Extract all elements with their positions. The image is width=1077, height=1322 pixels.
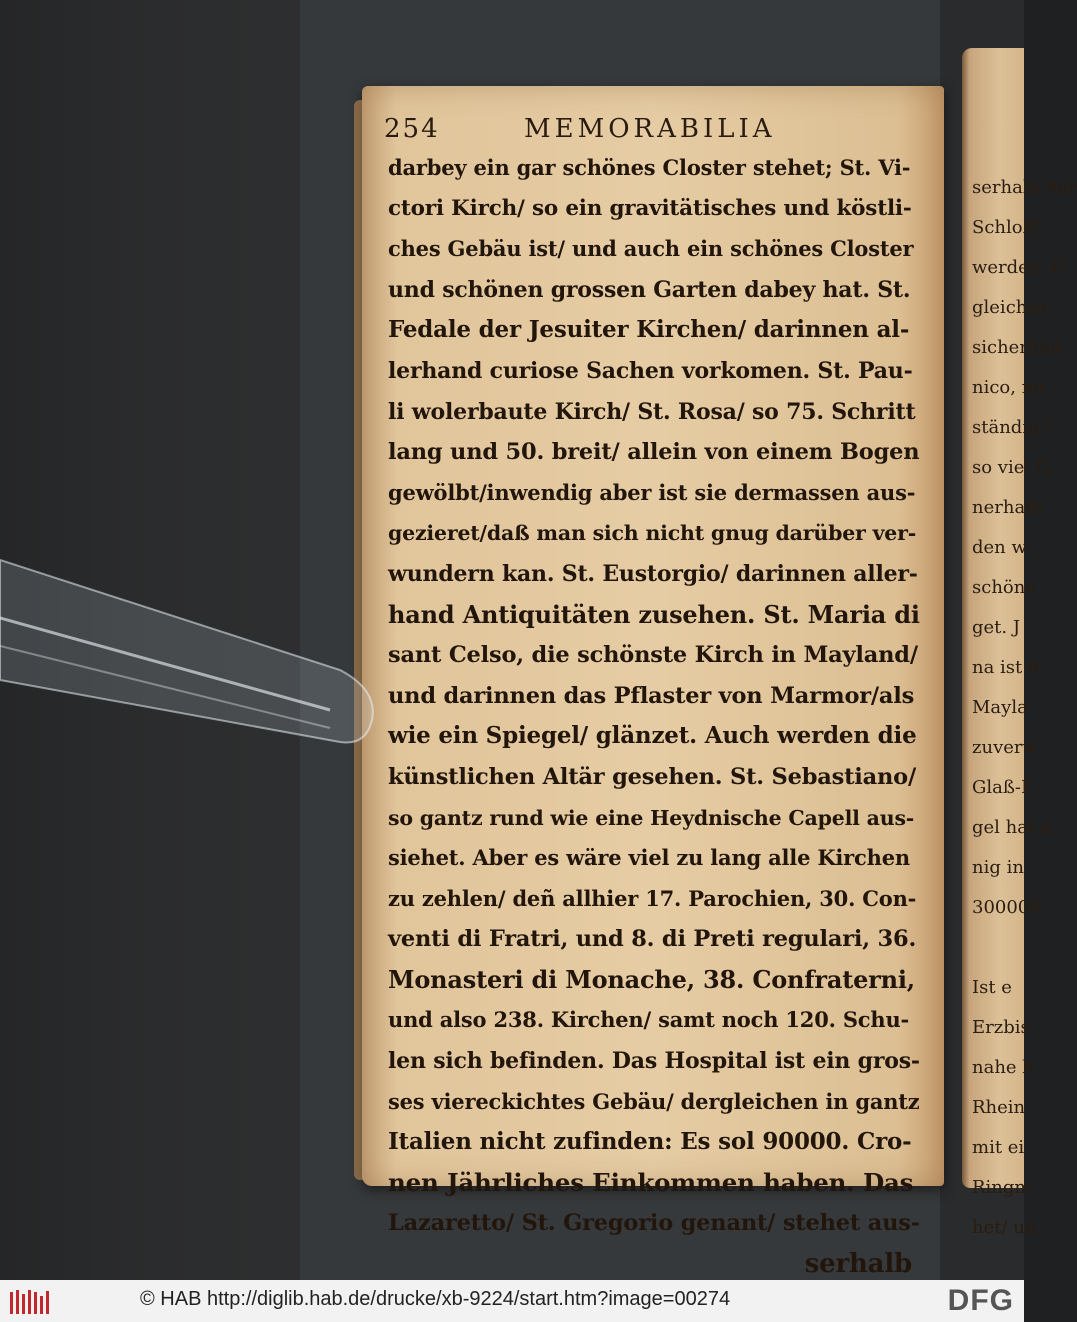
text-line: Italien nicht zufinden: Es sol 90000. Cro- bbox=[388, 1128, 912, 1156]
text-line: ches Gebäu ist/ und auch ein schönes Closter bbox=[388, 236, 914, 262]
facing-page-line: na ist d bbox=[972, 657, 1040, 678]
facing-page-line: Ist e bbox=[972, 977, 1012, 998]
text-line: so gantz rund wie eine Heydnische Capell aus- bbox=[388, 805, 915, 830]
facing-page bbox=[962, 48, 1077, 1238]
dfg-logo: DFG bbox=[947, 1284, 1014, 1317]
text-line: ses viereckichtes Gebäu/ dergleichen in gantz bbox=[388, 1088, 920, 1114]
facing-page-line: nahe b bbox=[972, 1057, 1034, 1078]
facing-page-line: 300000 bbox=[972, 897, 1041, 918]
text-line: gezieret/daß man sich nicht gnug darüber ver- bbox=[388, 521, 917, 546]
facing-page-line: Erzbis bbox=[972, 1017, 1030, 1038]
facing-page-line: Mayla bbox=[972, 697, 1028, 718]
text-line: venti di Fratri, und 8. di Preti regulari, 36. bbox=[388, 926, 917, 953]
facing-page-line: schöne bbox=[972, 577, 1036, 598]
facing-page-line: Schloß/ bbox=[972, 217, 1041, 238]
text-line: hand Antiquitäten zusehen. St. Maria di bbox=[388, 599, 920, 629]
running-title: MEMORABILIA bbox=[524, 114, 776, 144]
text-line: wundern kan. St. Eustorgio/ darinnen aller- bbox=[388, 560, 918, 587]
facing-page-line: sicherheit bbox=[972, 337, 1064, 358]
facing-page-line: nig in bbox=[972, 857, 1024, 878]
facing-page-line: zuverw bbox=[972, 737, 1038, 758]
facing-page-line: serhalb der bbox=[972, 177, 1077, 198]
text-line: künstlichen Altär gesehen. St. Sebastiano/ bbox=[388, 763, 916, 790]
facing-page-line: ständig l bbox=[972, 417, 1052, 438]
text-line: lerhand curiose Sachen vorkomen. St. Pau- bbox=[388, 357, 913, 384]
text-line: nen Jährliches Einkommen haben. Das bbox=[388, 1167, 914, 1197]
facing-page-line: gel hat a bbox=[972, 817, 1052, 838]
facing-page-line: Rhein bbox=[972, 1097, 1026, 1118]
text-line: li wolerbaute Kirch/ St. Rosa/ so 75. Schritt bbox=[388, 398, 916, 425]
text-line: ctori Kirch/ so ein gravitätisches und köstli- bbox=[388, 195, 912, 221]
facing-page-line bbox=[972, 928, 1032, 968]
copyright-link[interactable]: © HAB http://diglib.hab.de/drucke/xb-9224/start.htm?image=00274 bbox=[140, 1288, 731, 1310]
page-body-text bbox=[388, 148, 920, 1285]
facing-page-line: het/ un bbox=[972, 1217, 1037, 1238]
facing-page-line: Ringm bbox=[972, 1177, 1032, 1198]
facing-page-line: so viel G bbox=[972, 457, 1051, 478]
text-line: darbey ein gar schönes Closter stehet; St. Vi- bbox=[388, 155, 911, 180]
facing-page-line: nico, mi bbox=[972, 377, 1045, 398]
text-line: und also 238. Kirchen/ samt noch 120. Schu- bbox=[388, 1007, 910, 1033]
text-line: zu zehlen/ deñ allhier 17. Parochien, 30. Con- bbox=[388, 885, 917, 911]
text-line: wie ein Spiegel/ glänzet. Auch werden die bbox=[388, 722, 917, 750]
facing-page-line: Glaß-F bbox=[972, 777, 1034, 798]
facing-page-line: den w bbox=[972, 537, 1027, 558]
text-line: und schönen grossen Garten dabey hat. St. bbox=[388, 276, 911, 303]
text-line: gewölbt/inwendig aber ist sie dermassen aus- bbox=[388, 479, 916, 505]
text-line: sant Celso, die schönste Kirch in Mayland/ bbox=[388, 642, 918, 669]
text-line: Fedale der Jesuiter Kirchen/ darinnen al- bbox=[388, 316, 910, 344]
footer-bar bbox=[0, 1280, 1024, 1322]
facing-page-line: gleichsa bbox=[972, 297, 1048, 318]
text-line: len sich befinden. Das Hospital ist ein gros- bbox=[388, 1048, 920, 1075]
facing-page-line: mit ei bbox=[972, 1137, 1025, 1158]
text-line: Monasteri di Monache, 38. Confraterni, bbox=[388, 964, 915, 994]
text-line: lang und 50. breit/ allein von einem Bogen bbox=[388, 439, 920, 466]
facing-page-line: werden. C bbox=[972, 257, 1066, 278]
hab-logo-icon bbox=[8, 1288, 50, 1316]
facing-page-text bbox=[972, 168, 1077, 1248]
text-line: und darinnen das Pflaster von Marmor/als bbox=[388, 682, 915, 709]
text-line: serhalb bbox=[804, 1249, 912, 1280]
facing-page-line: nerhalb bbox=[972, 497, 1043, 518]
page-number: 254 bbox=[384, 114, 440, 144]
text-line: Lazaretto/ St. Gregorio genant/ stehet aus- bbox=[388, 1210, 920, 1237]
facing-page-line: get. J bbox=[972, 617, 1021, 638]
text-line: siehet. Aber es wäre viel zu lang alle Kirchen bbox=[388, 845, 910, 871]
